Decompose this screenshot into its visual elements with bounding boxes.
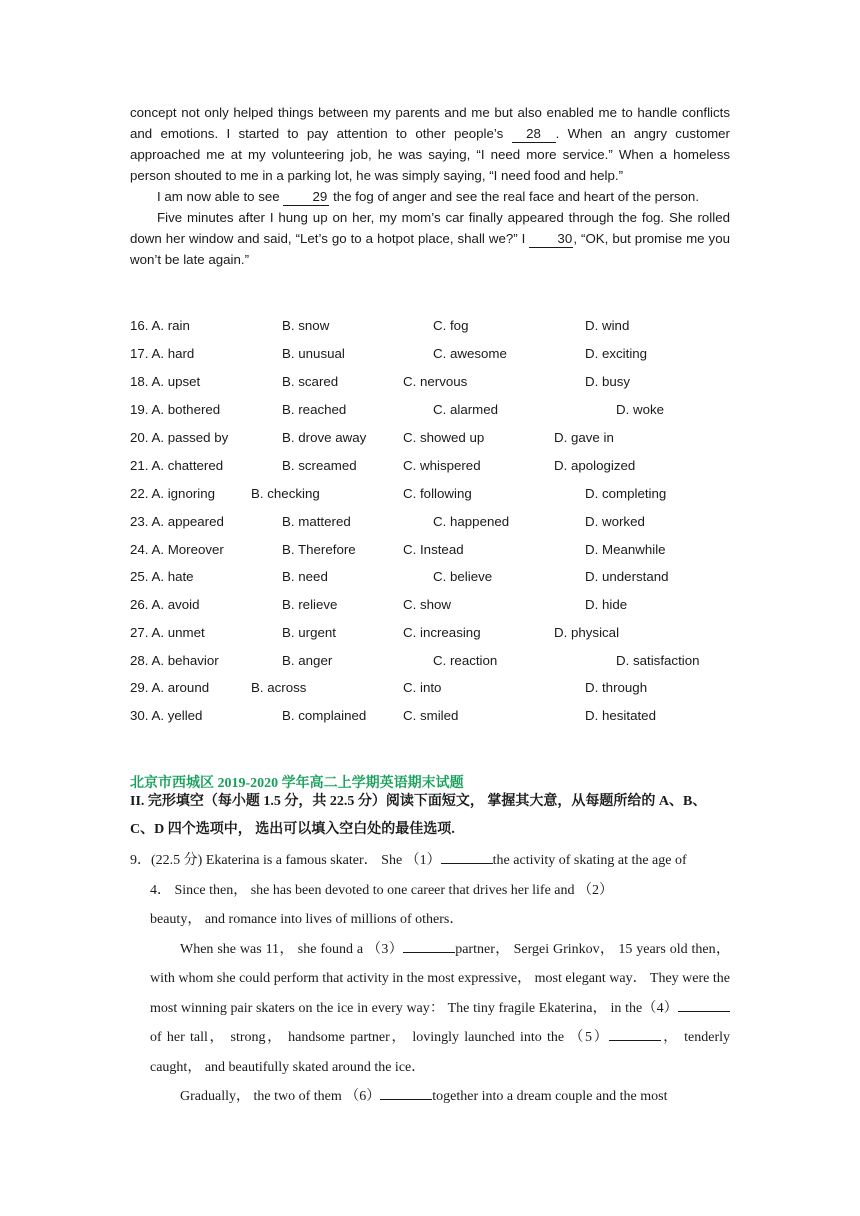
option-row-23 [130, 512, 750, 532]
option-b: B. snow [282, 318, 330, 333]
option-d: D. gave in [554, 430, 614, 445]
option-row-30 [130, 706, 750, 726]
option-c: C. awesome [433, 346, 507, 361]
option-c: C. alarmed [433, 402, 499, 417]
option-row-20 [130, 428, 750, 448]
option-d: D. satisfaction [616, 653, 700, 668]
option-c: C. showed up [403, 430, 485, 445]
option-c: C. nervous [403, 374, 468, 389]
option-row-27 [130, 623, 750, 643]
option-b: B. checking [251, 486, 320, 501]
option-a: 19. A. bothered [130, 402, 221, 417]
option-row-16 [130, 316, 750, 336]
option-a: 27. A. unmet [130, 625, 205, 640]
option-d: D. Meanwhile [585, 542, 666, 557]
option-row-25 [130, 567, 750, 587]
option-d: D. wind [585, 318, 630, 333]
option-row-22 [130, 484, 750, 504]
blank-5 [609, 1040, 661, 1041]
section-instruction: II. 完形填空（每小题 1.5 分，共 22.5 分）阅读下面短文， 掌握其大意，从每题所给的 A、B、C、D 四个选项中， 选出可以填入空白处的最佳选项. [130, 794, 707, 837]
option-c: C. smiled [403, 708, 459, 723]
option-b: B. scared [282, 374, 339, 389]
option-b: B. mattered [282, 514, 351, 529]
option-b: B. across [251, 680, 307, 695]
blank-6 [380, 1099, 432, 1100]
option-b: B. Therefore [282, 542, 356, 557]
option-a: 18. A. upset [130, 374, 201, 389]
option-row-19 [130, 400, 750, 420]
question-9-paragraph-2: When she was 11， she found a （3） partner， Sergei Grinkov， 15 years old then， with whom she could perform that activity in the most expressive， most elegant way． They were the most winning pair skaters on the ice in every way： The tiny fragile Ekaterina， in the（4）of her tall， strong， handsome partner， lovingly launched into the （5） ， tenderly caught， and beautifully skated around the ice． [150, 941, 730, 1075]
option-a: 25. A. hate [130, 569, 194, 584]
option-a: 24. A. Moreover [130, 542, 224, 557]
blank-3 [403, 952, 455, 953]
option-d: D. apologized [554, 458, 636, 473]
option-d: D. completing [585, 486, 667, 501]
option-a: 16. A. rain [130, 318, 190, 333]
option-c: C. show [403, 597, 452, 612]
passage-paragraph-3: Five minutes after I hung up on her, my mom’s car finally appeared through the fog. She rolled down her window and said, “Let’s go to a hotpot place, shall we?” I 30, “OK, but promise me you won’t be late again.” [130, 210, 730, 267]
question-9-line-3: beauty， and romance into lives of millions of others． [150, 912, 464, 927]
option-d: D. through [585, 680, 648, 695]
option-c: C. fog [433, 318, 469, 333]
option-d: D. worked [585, 514, 645, 529]
option-c: C. believe [433, 569, 493, 584]
question-9-line-2: 4． Since then， she has been devoted to one career that drives her life and （2） [150, 882, 614, 898]
option-c: C. reaction [433, 653, 498, 668]
blank-28: 28 [512, 126, 556, 143]
blank-4 [678, 1011, 730, 1012]
option-a: 17. A. hard [130, 346, 195, 361]
option-b: B. reached [282, 402, 347, 417]
option-b: B. anger [282, 653, 333, 668]
option-c: C. whispered [403, 458, 481, 473]
reading-passage [130, 102, 730, 270]
option-a: 30. A. yelled [130, 708, 203, 723]
option-row-18 [130, 372, 750, 392]
option-c: C. following [403, 486, 472, 501]
option-row-21 [130, 456, 750, 476]
option-row-17 [130, 344, 750, 364]
option-d: D. busy [585, 374, 631, 389]
passage-paragraph-2: I am now able to see 29 the fog of anger and see the real face and heart of the person. [157, 189, 700, 204]
option-d: D. exciting [585, 346, 648, 361]
option-b: B. complained [282, 708, 367, 723]
option-a: 20. A. passed by [130, 430, 229, 445]
option-c: C. increasing [403, 625, 481, 640]
option-b: B. unusual [282, 346, 345, 361]
option-c: C. into [403, 680, 442, 695]
option-d: D. hide [585, 597, 628, 612]
option-b: B. need [282, 569, 328, 584]
passage-paragraph-1: concept not only helped things between my parents and me but also enabled me to handle conflicts and emotions. I started to pay attention to other people’s 28 . When an angry customer approached me at my volunteering job, he was saying, “I need more service.” When a homeless person shouted to me in a parking lot, he was simply saying, “I need food and help.” [130, 105, 730, 183]
option-row-24 [130, 540, 750, 560]
blank-30: 30 [529, 231, 573, 248]
option-c: C. Instead [403, 542, 464, 557]
blank-29: 29 [283, 189, 329, 206]
section-heading: 北京市西城区 2019-2020 学年高二上学期英语期末试题 [130, 776, 464, 791]
option-d: D. woke [616, 402, 665, 417]
option-d: D. understand [585, 569, 669, 584]
option-row-28 [130, 651, 750, 671]
option-a: 26. A. avoid [130, 597, 200, 612]
blank-1 [441, 863, 493, 864]
option-c: C. happened [433, 514, 510, 529]
option-a: 23. A. appeared [130, 514, 224, 529]
option-row-26 [130, 595, 750, 615]
option-row-29 [130, 678, 750, 698]
option-b: B. drove away [282, 430, 367, 445]
option-b: B. screamed [282, 458, 357, 473]
question-9-passage [130, 846, 730, 1112]
question-9-paragraph-3: Gradually， the two of them （6） together into a dream couple and the most [180, 1089, 668, 1104]
option-d: D. physical [554, 625, 620, 640]
option-a: 22. A. ignoring [130, 486, 216, 501]
option-b: B. relieve [282, 597, 338, 612]
option-a: 21. A. chattered [130, 458, 224, 473]
option-a: 29. A. around [130, 680, 210, 695]
option-d: D. hesitated [585, 708, 656, 723]
question-9-line-1: 9．(22.5 分) Ekaterina is a famous skater． She （1） the activity of skating at the age of [130, 853, 687, 868]
option-a: 28. A. behavior [130, 653, 219, 668]
option-b: B. urgent [282, 625, 336, 640]
